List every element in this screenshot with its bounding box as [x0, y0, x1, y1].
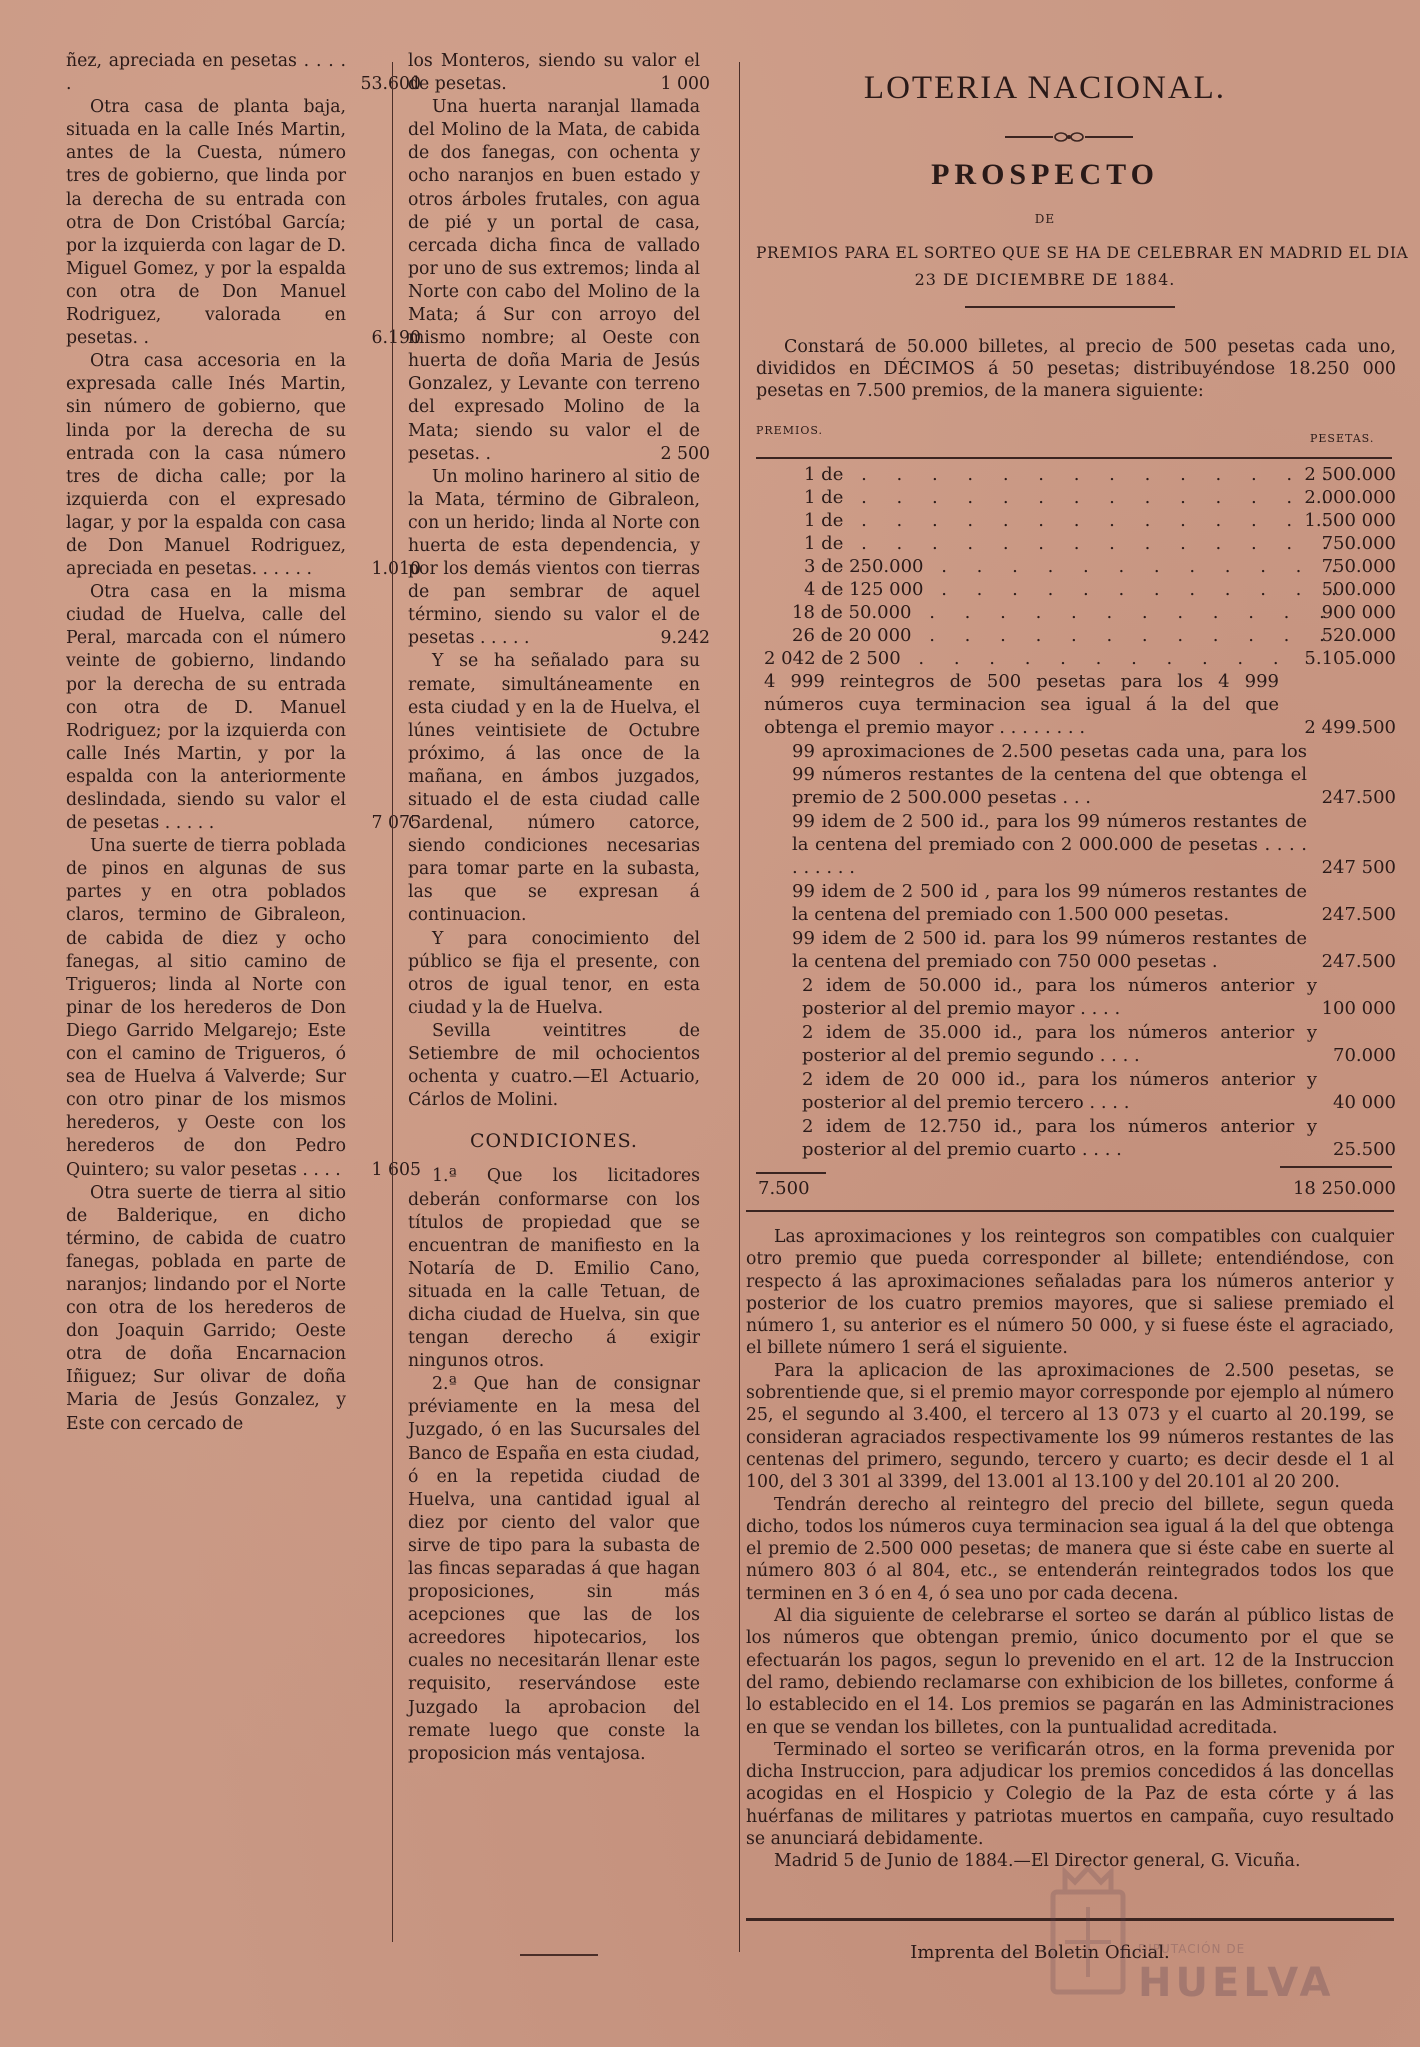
prize-row: [756, 601, 1396, 624]
signature-paragraph: Sevilla veintitres de Setiembre de mil ochocientos ochenta y cuatro.—El Actuario, Cárlos de Molini.: [408, 1020, 700, 1111]
entry-text: los Monteros, siendo su valor el de pesetas.: [408, 51, 700, 95]
prize-row: [756, 509, 1396, 532]
conditions-title: CONDICIONES.: [470, 1130, 638, 1153]
property-entry: [66, 1182, 346, 1436]
property-entry: [66, 581, 421, 835]
total-value: 18 250.000: [1292, 1178, 1396, 1199]
de-label: DE: [1034, 212, 1056, 226]
total-count: 7.500: [758, 1178, 810, 1199]
prize-value: 2.000.000: [1304, 487, 1396, 508]
prize-row: [756, 880, 1396, 926]
entry-value: 1 000: [660, 74, 710, 95]
note-paragraph: Terminado el sorteo se verificarán otros, en la forma prevenida por dicha Instruccion, para adjudicar los premios concedidos á las doncellas acogidas en el Hospicio y Colegio de la Paz de esta córte y á las huérfanas de militares y patriotas muertos en campaña, cuyo resultado se anunciará debidamente.: [746, 1739, 1394, 1850]
lottery-title: LOTERIA NACIONAL.: [863, 70, 1227, 106]
prize-value: 500.000: [1321, 579, 1396, 600]
property-entry: [66, 50, 421, 96]
prize-label: 2 idem de 35.000 id., para los números anterior y posterior al del premio segundo . . . .: [802, 1022, 1317, 1066]
watermark-title: HUELVA: [1138, 1960, 1335, 2006]
prize-label: 99 idem de 2 500 id , para los 99 números restantes de la centena del premiado con 1.500 000 pesetas.: [792, 881, 1307, 925]
pesetas-header: PESETAS.: [1310, 432, 1375, 445]
entry-text: Otra casa accesoria en la expresada calle Inés Martin, sin número de gobierno, que linda por la derecha de su entrada con la casa número tres de dicha calle; por la izquierda con el expresado lagar, y por la espalda con casa de Don Manuel Rodriguez, apreciada en pesetas. . . . . .: [66, 351, 346, 580]
table-top-rule: [756, 457, 1392, 459]
prize-row: [756, 740, 1396, 809]
middle-column: [408, 50, 710, 1766]
prize-row: [756, 555, 1396, 578]
entry-value: 9.242: [660, 628, 710, 649]
ornament-icon: [1005, 130, 1133, 144]
entry-value: 1.010: [371, 559, 421, 580]
prize-row: [756, 1068, 1396, 1114]
draw-date: 23 DE DICIEMBRE DE 1884.: [914, 270, 1176, 289]
condition-item: 2.ª Que han de consignar préviamente en la mesa del Juzgado, ó en las Sucursales del Banco de España en esta ciudad, ó en la repetida ciudad de Huelva, una cantidad igual al diez por ciento del valor que sirve de tipo para la subasta de las fincas separadas á que hagan proposiciones, sin más acepciones que las de los acreedores hipotecarios, los cuales no necesitarán llenar este requisito, reservándose este Juzgado la aprobacion del remate luego que conste la proposicion más ventajosa.: [408, 1374, 700, 1764]
prize-row: [756, 927, 1396, 973]
prize-value: 247.500: [1321, 951, 1396, 972]
prize-label: 3 de 250.000 . . .: [756, 555, 1344, 578]
prize-value: 750.000: [1321, 533, 1396, 554]
prize-label: 4 999 reintegros de 500 pesetas para los 4 999 números cuya terminacion sea igual á la del que obtenga el premio mayor . . . . . . . .: [764, 671, 1279, 738]
prize-label: 4 de 125 000 . . .: [756, 578, 1344, 601]
auction-paragraph: Y se ha señalado para su remate, simultáneamente en esta ciudad y en la de Huelva, el lúnes veintisiete de Octubre próximo, á las once de la mañana, en ámbos juzgados, situado el de esta ciudad calle Cardenal, número catorce, siendo condiciones necesarias para tomar parte en la subasta, las que se expresan á continuacion.: [408, 651, 700, 926]
prize-value: 520.000: [1321, 625, 1396, 646]
prize-value: 2 500.000: [1304, 464, 1396, 485]
note-paragraph: Para la aplicacion de las aproximaciones de 2.500 pesetas, se sobrentiende que, si el premio mayor corresponde por ejemplo al número 25, el segundo al 3.400, el tercero al 13 073 y el cuarto al 20.199, se consideran agraciados respectivamente los 99 números restantes de las centenas del primero, segundo, tercero y cuarto; es decir desde el 1 al 100, del 3 301 al 3399, del 13.001 al 13.100 y del 20.101 al 20 200.: [746, 1360, 1394, 1493]
prize-label: 2 idem de 12.750 id., para los números anterior y posterior al del premio cuarto . . . .: [802, 1116, 1317, 1160]
column-divider: [392, 62, 393, 1942]
note-paragraph: Las aproximaciones y los reintegros son compatibles con cualquier otro premio que pueda corresponder al billete; entendiéndose, con respecto á las aproximaciones señaladas para los números anterior y posterior de los cuatro premios mayores, que si saliese premiado el número 1, su anterior es el número 50 000, y si fuese éste el agraciado, el billete número 1 será el siguiente.: [746, 1227, 1394, 1359]
watermark-label: DIPUTACIÓN DE: [1138, 1942, 1246, 1956]
property-entry: [66, 96, 421, 350]
prize-value: 1.500 000: [1304, 510, 1396, 531]
prize-label: 1 de . . .: [756, 486, 1344, 509]
prize-label: 18 de 50.000 . . .: [756, 601, 1332, 624]
prize-row: [756, 810, 1396, 879]
prospecto-heading: PROSPECTO: [931, 158, 1159, 191]
prize-value: 5.105.000: [1304, 648, 1396, 669]
prize-label: 2 idem de 50.000 id., para los números anterior y posterior al del premio mayor . . . .: [802, 975, 1317, 1019]
property-entry: [408, 50, 710, 96]
prize-value: 25.500: [1333, 1139, 1396, 1160]
prize-row: [756, 463, 1396, 486]
entry-text: Otra casa de planta baja, situada en la calle Inés Martin, antes de la Cuesta, número tres de gobierno, que linda por la derecha de su entrada con otra de Don Cristóbal García; por la izquierda con lagar de D. Miguel Gomez, y por la espalda con otra de Don Manuel Rodriguez, valorada en pesetas. .: [66, 97, 346, 349]
entry-text: ñez, apreciada en pesetas . . . . .: [66, 51, 346, 95]
prize-label: 1 de . . .: [756, 463, 1344, 486]
prize-row: [756, 1021, 1396, 1067]
prize-value: 247.500: [1321, 904, 1396, 925]
condition-item: 1.ª Que los licitadores deberán conformarse con los títulos de propiedad que se encuentran de manifiesto en la Notaría de D. Emilio Cano, situada en la calle Tetuan, de dicha ciudad de Huelva, sin que tengan derecho á exigir ningunos otros.: [408, 1166, 700, 1372]
prize-row: [756, 578, 1396, 601]
entry-text: Otra casa en la misma ciudad de Huelva, calle del Peral, marcada con el número veinte de gobierno, lindando por la derecha de su entrada con otra de D. Manuel Rodriguez; por la izquierda con calle Inés Martin, y por la espalda con la anteriormente deslindada, siendo su valor el de pesetas . . . . .: [66, 582, 346, 834]
prize-label: 99 idem de 2 500 id. para los 99 números restantes de la centena del premiado con 750 000 pesetas .: [792, 928, 1307, 972]
entry-text: Un molino harinero al sitio de la Mata, término de Gibraleon, con un herido; linda al Norte con huerta de esta dependencia, y por los demás vientos con tierras de pan sembrar de aquel término, siendo su valor el de pesetas . . . . .: [408, 466, 700, 649]
draw-subtitle: PREMIOS PARA EL SORTEO QUE SE HA DE CELEBRAR EN MADRID EL DIA: [756, 244, 1409, 262]
property-entry: [408, 96, 710, 466]
prize-row: [756, 670, 1396, 739]
prize-value: 900 000: [1321, 602, 1396, 623]
left-column: [66, 50, 421, 1436]
prize-label: 2 idem de 20 000 id., para los números anterior y posterior al del premio tercero . . . .: [802, 1069, 1317, 1113]
prize-label: 1 de . . .: [756, 532, 1344, 555]
column-divider: [739, 62, 740, 1952]
printer-imprint: Imprenta del Boletin Oficial.: [910, 1942, 1170, 1963]
prize-value: 2 499.500: [1304, 717, 1396, 738]
prize-table: [756, 463, 1396, 1162]
note-paragraph: Al dia siguiente de celebrarse el sorteo se darán al público listas de los números que obtengan premio, único documento por el que se efectuarán los pagos, segun lo prevenido en el art. 12 de la Instruccion del ramo, debiendo reclamarse con exhibicion de los billetes, conforme á lo establecido en el 14. Los premios se pagarán en las Administraciones en que se vendan los billetes, con la puntualidad acreditada.: [746, 1606, 1394, 1738]
signature: Madrid 5 de Junio de 1884.—El Director general, G. Vicuña.: [774, 1851, 1301, 1872]
prize-row: [756, 974, 1396, 1020]
prize-value: 100 000: [1321, 998, 1396, 1019]
property-entry: [66, 350, 421, 581]
entry-text: Otra suerte de tierra al sitio de Balderique, en dicho término, de cabida de cuatro fanegas, poblada en parte de naranjos; lindando por el Norte con otra de los herederos de don Joaquin Garrido; Oeste otra de doña Encarnacion Iñiguez; Sur olivar de doña Maria de Jesús Gonzalez, y Este con cercado de: [66, 1182, 346, 1434]
entry-value: 53.600: [360, 74, 421, 95]
entry-text: Una suerte de tierra poblada de pinos en algunas de sus partes y en otra poblados claros, termino de Gibraleon, de cabida de diez y ocho fanegas, al sitio camino de Trigueros; linda al Norte con pinar de los herederos de Don Diego Garrido Melgarejo; Este con el camino de Trigueros, ó sea de Huelva á Valverde; Sur con otro pinar de los mismos herederos, y Oeste con los herederos de don Pedro Quintero; su valor pesetas . . . .: [66, 836, 346, 1180]
intro-text: Constará de 50.000 billetes, al precio de 500 pesetas cada uno, divididos en DÉCIMOS á 50 pesetas; distribuyéndose 18.250 000 pesetas en 7.500 premios, de la manera siguiente:: [756, 337, 1396, 401]
total-rule: [1280, 1166, 1392, 1168]
prize-row: [756, 532, 1396, 555]
prize-value: 70.000: [1333, 1045, 1396, 1066]
property-entry: [408, 466, 710, 651]
prize-row: [756, 1115, 1396, 1161]
prize-row: [756, 624, 1396, 647]
property-entry: [66, 835, 421, 1181]
prize-row: [756, 486, 1396, 509]
entry-value: 1 605: [371, 1159, 421, 1180]
title-rule: [965, 306, 1175, 308]
prize-label: 1 de . . .: [756, 509, 1344, 532]
prize-label: 99 idem de 2 500 id., para los 99 números restantes de la centena del premiado con 2 000.000 de pesetas . . . . . . . . . .: [792, 811, 1307, 878]
table-bottom-rule: [746, 1210, 1394, 1212]
total-rule: [756, 1172, 826, 1174]
entry-text: Una huerta naranjal llamada del Molino de la Mata, de cabida de dos fanegas, con ochenta y ocho naranjos en buen estado y otros árboles frutales, con agua de pié y un portal de casa, cercada dicha finca de vallado por uno de sus extremos; linda al Norte con cabo del Molino de la Mata; á Sur con arroyo del mismo nombre; al Oeste con huerta de doña Maria de Jesús Gonzalez, y Levante con terreno del expresado Molino de la Mata; siendo su valor el de pesetas. .: [408, 97, 700, 464]
entry-value: 2 500: [660, 443, 710, 464]
prize-label: 99 aproximaciones de 2.500 pesetas cada una, para los 99 números restantes de la centena del que obtenga el premio de 2 500.000 pesetas . . .: [792, 741, 1307, 808]
prize-value: 247 500: [1321, 857, 1396, 878]
prize-row: [756, 647, 1396, 670]
entry-value: 7 075: [371, 813, 421, 834]
premios-header: PREMIOS.: [756, 424, 823, 437]
note-paragraph: Tendrán derecho al reintegro del precio del billete, segun queda dicho, todos los números cuya terminacion sea igual á la del que obtenga el premio de 2.500 000 pesetas; de manera que si éste cabe en suerte al número 803 ó al 804, etc., se entenderán reintegrados todos los que terminen en 3 ó en 4, ó sea uno por cada decena.: [746, 1494, 1394, 1604]
publication-paragraph: Y para conocimiento del público se fija el presente, con otros de igual tenor, en esta ciudad y la de Huelva.: [408, 928, 700, 1018]
prize-value: 750.000: [1321, 556, 1396, 577]
prize-value: 247.500: [1321, 787, 1396, 808]
prize-label: 2 042 de 2 500 . . .: [756, 647, 1304, 670]
lottery-notes: [746, 1226, 1394, 1873]
entry-value: 6.190: [371, 328, 421, 349]
prize-label: 26 de 20 000 . . .: [756, 624, 1332, 647]
lottery-intro: [756, 336, 1396, 402]
end-rule: [520, 1954, 598, 1956]
prize-value: 40 000: [1333, 1092, 1396, 1113]
